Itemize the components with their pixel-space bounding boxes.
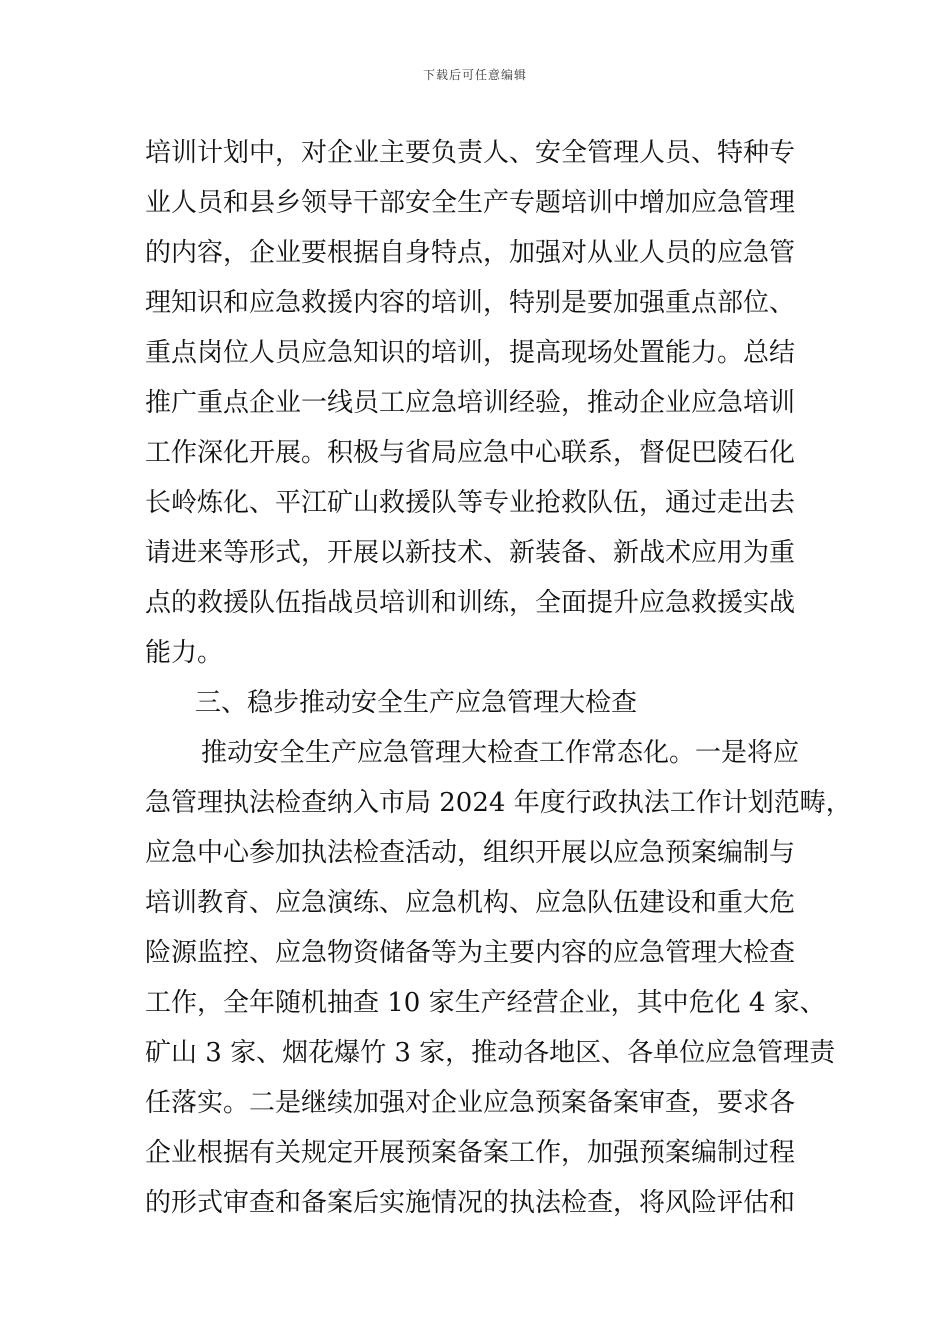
text-line: 工作深化开展。积极与省局应急中心联系，督促巴陵石化 — [145, 438, 796, 468]
text-line: 工作，全年随机抽查 10 家生产经营企业，其中危化 4 家、 — [145, 988, 826, 1018]
text-line: 险源监控、应急物资储备等为主要内容的应急管理大检查 — [145, 938, 796, 968]
text-line: 应急中心参加执法检查活动，组织开展以应急预案编制与 — [145, 838, 796, 868]
text-line: 培训计划中，对企业主要负责人、安全管理人员、特种专 — [145, 138, 796, 168]
text-line: 的形式审查和备案后实施情况的执法检查，将风险评估和 — [145, 1188, 796, 1218]
section-heading: 三、稳步推动安全生产应急管理大检查 — [195, 688, 638, 718]
text-line: 理知识和应急救援内容的培训，特别是要加强重点部位、 — [145, 288, 796, 318]
text-line: 企业根据有关规定开展预案备案工作，加强预案编制过程 — [145, 1138, 796, 1168]
text-line: 培训教育、应急演练、应急机构、应急队伍建设和重大危 — [145, 888, 796, 918]
text-line: 能力。 — [145, 638, 224, 668]
text-line: 矿山 3 家、烟花爆竹 3 家，推动各地区、各单位应急管理责 — [145, 1038, 836, 1068]
header-note: 下载后可任意编辑 — [422, 68, 527, 82]
text-line: 业人员和县乡领导干部安全生产专题培训中增加应急管理 — [145, 188, 796, 218]
text-line: 长岭炼化、平江矿山救援队等专业抢救队伍，通过走出去 — [145, 488, 796, 518]
text-line: 急管理执法检查纳入市局 2024 年度行政执法工作计划范畴， — [145, 788, 852, 818]
text-line: 请进来等形式，开展以新技术、新装备、新战术应用为重 — [145, 538, 796, 568]
text-line: 任落实。二是继续加强对企业应急预案备案审查，要求各 — [145, 1088, 796, 1118]
body-text — [145, 128, 852, 1228]
text-line: 点的救援队伍指战员培训和训练，全面提升应急救援实战 — [145, 588, 796, 618]
text-line: 的内容，企业要根据自身特点，加强对从业人员的应急管 — [145, 238, 796, 268]
text-line: 推广重点企业一线员工应急培训经验，推动企业应急培训 — [145, 388, 796, 418]
text-line: 重点岗位人员应急知识的培训，提高现场处置能力。总结 — [145, 338, 796, 368]
paragraph-first-line: 推动安全生产应急管理大检查工作常态化。一是将应 — [201, 738, 800, 768]
